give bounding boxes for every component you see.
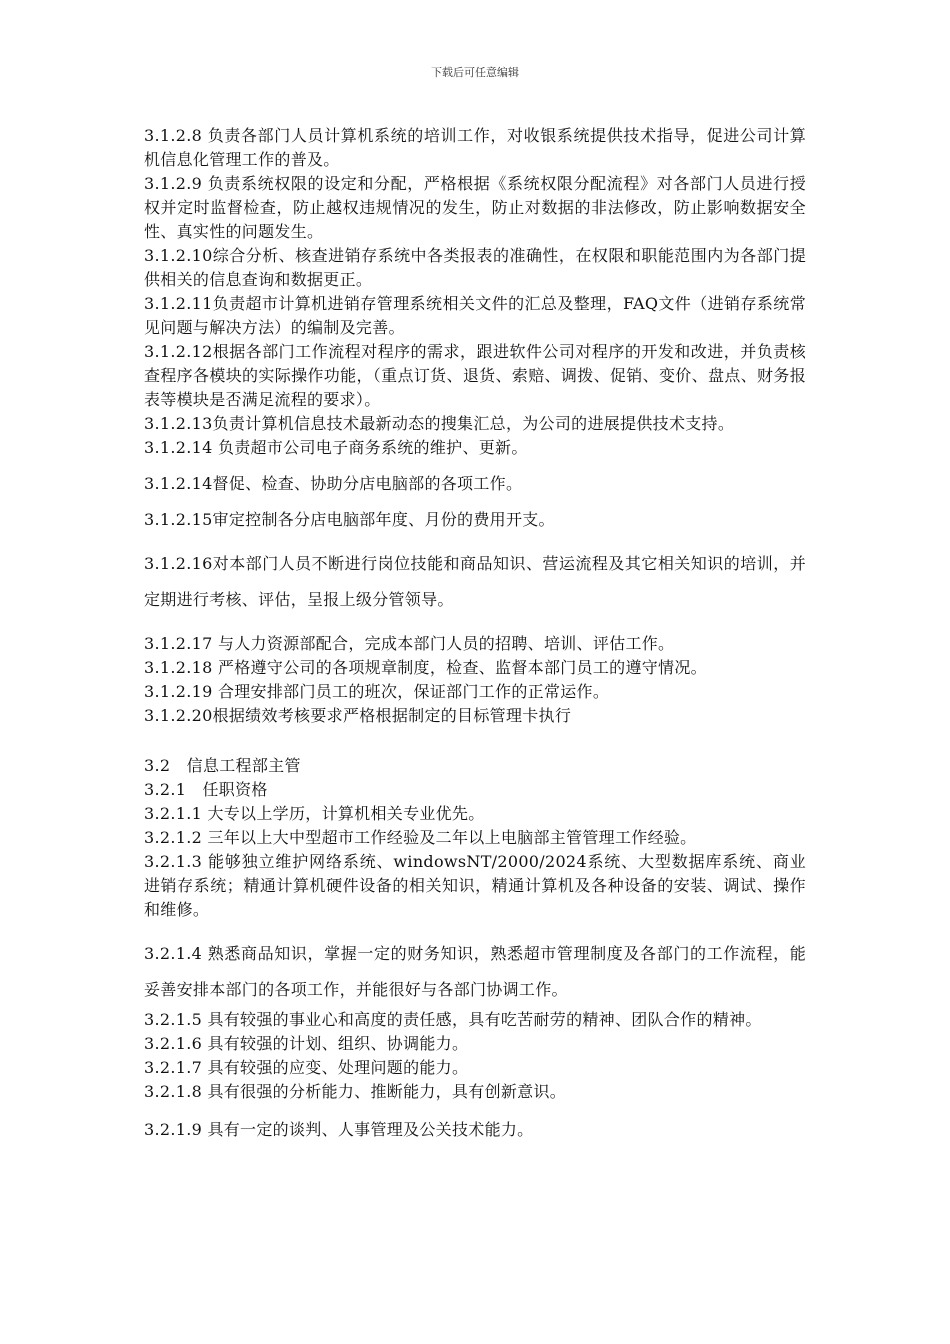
paragraph-3-2-1-5: 3.2.1.5 具有较强的事业心和高度的责任感，具有吃苦耐劳的精神、团队合作的精神。	[144, 1010, 762, 1029]
document-body	[144, 124, 806, 1142]
paragraph-3-2-1-2: 3.2.1.2 三年以上大中型超市工作经验及二年以上电脑部主管管理工作经验。	[144, 828, 697, 847]
paragraph-3-2-1-1: 3.2.1.1 大专以上学历，计算机相关专业优先。	[144, 804, 485, 823]
paragraph-3-2-1-6: 3.2.1.6 具有较强的计划、组织、协调能力。	[144, 1034, 469, 1053]
paragraph-3-1-2-15: 3.1.2.15审定控制各分店电脑部年度、月份的费用开支。	[144, 510, 555, 529]
paragraph-3-2-1-4: 3.2.1.4 熟悉商品知识，掌握一定的财务知识，熟悉超市管理制度及各部门的工作流程，能妥善安排本部门的各项工作，并能很好与各部门协调工作。	[144, 944, 806, 999]
section-heading-3-2: 3.2 信息工程部主管	[144, 756, 301, 775]
paragraph-3-1-2-20: 3.1.2.20根据绩效考核要求严格根据制定的目标管理卡执行	[144, 706, 572, 725]
paragraph-3-1-2-14b: 3.1.2.14督促、检查、协助分店电脑部的各项工作。	[144, 474, 523, 493]
subsection-heading-3-2-1: 3.2.1 任职资格	[144, 780, 268, 799]
paragraph-3-2-1-8: 3.2.1.8 具有很强的分析能力、推断能力，具有创新意识。	[144, 1082, 567, 1101]
paragraph-3-1-2-10: 3.1.2.10综合分析、核查进销存系统中各类报表的准确性，在权限和职能范围内为各部门提供相关的信息查询和数据更正。	[144, 246, 806, 289]
paragraph-3-1-2-12: 3.1.2.12根据各部门工作流程对程序的需求，跟进软件公司对程序的开发和改进，并负责核查程序各模块的实际操作功能，（重点订货、退货、索赔、调拨、促销、变价、盘点、财务报表等模块是否满足流程的要求）。	[144, 342, 806, 409]
paragraph-3-1-2-13: 3.1.2.13负责计算机信息技术最新动态的搜集汇总，为公司的进展提供技术支持。	[144, 414, 735, 433]
paragraph-3-1-2-19: 3.1.2.19 合理安排部门员工的班次，保证部门工作的正常运作。	[144, 682, 610, 701]
paragraph-3-2-1-9: 3.2.1.9 具有一定的谈判、人事管理及公关技术能力。	[144, 1120, 534, 1139]
page-header-note: 下载后可任意编辑	[431, 66, 519, 79]
paragraph-3-2-1-7: 3.2.1.7 具有较强的应变、处理问题的能力。	[144, 1058, 469, 1077]
paragraph-3-1-2-11: 3.1.2.11负责超市计算机进销存管理系统相关文件的汇总及整理，FAQ文件（进销存系统常见问题与解决方法）的编制及完善。	[144, 294, 806, 337]
paragraph-3-1-2-17: 3.1.2.17 与人力资源部配合，完成本部门人员的招聘、培训、评估工作。	[144, 634, 675, 653]
paragraph-3-1-2-18: 3.1.2.18 严格遵守公司的各项规章制度，检查、监督本部门员工的遵守情况。	[144, 658, 707, 677]
paragraph-3-1-2-9: 3.1.2.9 负责系统权限的设定和分配，严格根据《系统权限分配流程》对各部门人员进行授权并定时监督检查，防止越权违规情况的发生，防止对数据的非法修改，防止影响数据安全性、真实性的问题发生。	[144, 174, 806, 241]
paragraph-3-2-1-3: 3.2.1.3 能够独立维护网络系统、windowsNT/2000/2024系统、大型数据库系统、商业进销存系统；精通计算机硬件设备的相关知识，精通计算机及各种设备的安装、调试、操作和维修。	[144, 852, 806, 919]
paragraph-3-1-2-14a: 3.1.2.14 负责超市公司电子商务系统的维护、更新。	[144, 438, 528, 457]
paragraph-3-1-2-8: 3.1.2.8 负责各部门人员计算机系统的培训工作，对收银系统提供技术指导，促进公司计算机信息化管理工作的普及。	[144, 126, 806, 169]
paragraph-3-1-2-16: 3.1.2.16对本部门人员不断进行岗位技能和商品知识、营运流程及其它相关知识的培训，并定期进行考核、评估，呈报上级分管领导。	[144, 554, 806, 609]
